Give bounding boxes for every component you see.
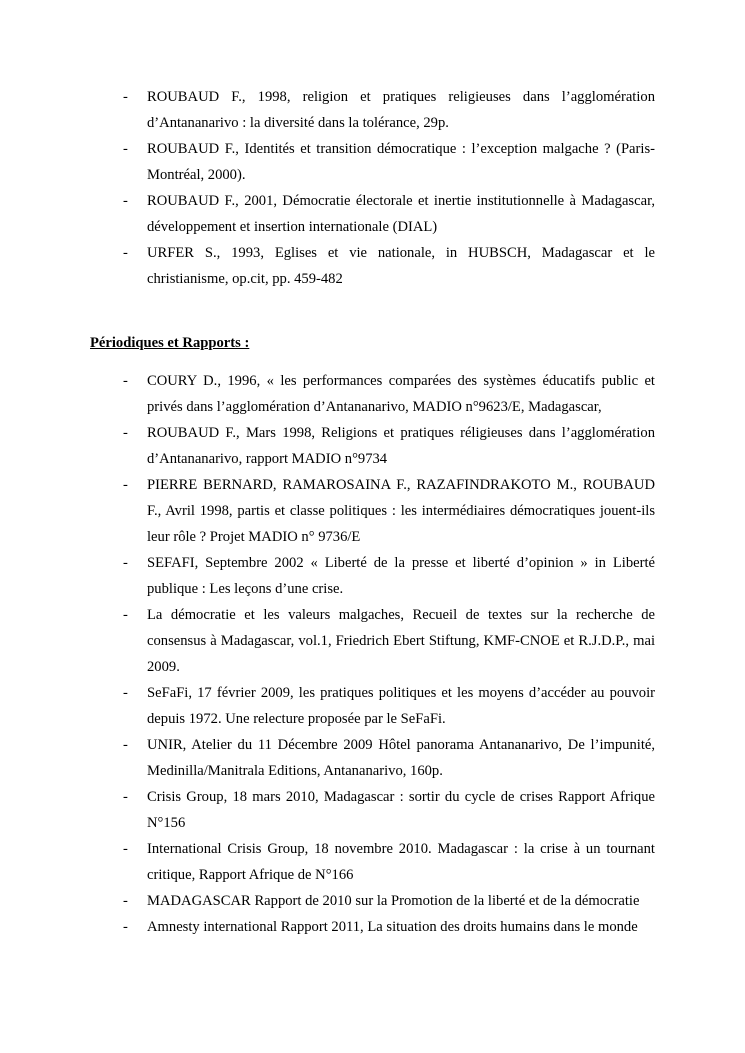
list-dash: -	[123, 245, 128, 261]
reference-text: SEFAFI, Septembre 2002 « Liberté de la presse et liberté d’opinion » in Liberté publique : Les leçons d’une crise.	[147, 555, 655, 597]
reference-item	[0, 680, 745, 732]
reference-item	[0, 420, 745, 472]
reference-item	[0, 888, 745, 914]
reference-item	[0, 836, 745, 888]
list-dash: -	[123, 425, 128, 441]
reference-list-periodiques	[0, 368, 745, 940]
list-dash: -	[123, 477, 128, 493]
reference-item	[0, 188, 745, 240]
reference-item	[0, 914, 745, 940]
reference-item	[0, 550, 745, 602]
reference-text: La démocratie et les valeurs malgaches, Recueil de textes sur la recherche de consensus à Madagascar, vol.1, Friedrich Ebert Stiftung, KMF-CNOE et R.J.D.P., mai 2009.	[147, 607, 655, 675]
reference-item	[0, 240, 745, 292]
list-dash: -	[123, 607, 128, 623]
list-dash: -	[123, 893, 128, 909]
reference-text: International Crisis Group, 18 novembre 2010. Madagascar : la crise à un tournant critique, Rapport Afrique de N°166	[147, 841, 655, 883]
reference-text: ROUBAUD F., 2001, Démocratie électorale et inertie institutionnelle à Madagascar, développement et insertion internationale (DIAL)	[147, 193, 655, 235]
reference-text: Crisis Group, 18 mars 2010, Madagascar : sortir du cycle de crises Rapport Afrique N°156	[147, 789, 655, 831]
reference-list-authors	[0, 84, 745, 292]
list-dash: -	[123, 89, 128, 105]
list-dash: -	[123, 789, 128, 805]
reference-item	[0, 136, 745, 188]
reference-text: SeFaFi, 17 février 2009, les pratiques politiques et les moyens d’accéder au pouvoir depuis 1972. Une relecture proposée par le SeFaFi.	[147, 685, 655, 727]
list-dash: -	[123, 841, 128, 857]
list-dash: -	[123, 141, 128, 157]
list-dash: -	[123, 919, 128, 935]
reference-item	[0, 602, 745, 680]
list-dash: -	[123, 373, 128, 389]
reference-text: COURY D., 1996, « les performances comparées des systèmes éducatifs public et privés dans l’agglomération d’Antananarivo, MADIO n°9623/E, Madagascar,	[147, 373, 655, 415]
reference-text: ROUBAUD F., 1998, religion et pratiques religieuses dans l’agglomération d’Antananarivo : la diversité dans la tolérance, 29p.	[147, 89, 655, 131]
reference-text: URFER S., 1993, Eglises et vie nationale, in HUBSCH, Madagascar et le christianisme, op.cit, pp. 459-482	[147, 245, 655, 287]
reference-text: UNIR, Atelier du 11 Décembre 2009 Hôtel panorama Antananarivo, De l’impunité, Medinilla/Manitrala Editions, Antananarivo, 160p.	[147, 737, 655, 779]
reference-item	[0, 732, 745, 784]
reference-item	[0, 784, 745, 836]
list-dash: -	[123, 685, 128, 701]
reference-item	[0, 368, 745, 420]
list-dash: -	[123, 555, 128, 571]
reference-text: ROUBAUD F., Identités et transition démocratique : l’exception malgache ? (Paris-Montréal, 2000).	[147, 141, 655, 183]
list-dash: -	[123, 737, 128, 753]
section-heading: Périodiques et Rapports :	[90, 335, 250, 351]
reference-text: PIERRE BERNARD, RAMAROSAINA F., RAZAFINDRAKOTO M., ROUBAUD F., Avril 1998, partis et classe politiques : les intermédiaires démocratiques jouent-ils leur rôle ? Projet MADIO n° 9736/E	[147, 477, 655, 545]
reference-item	[0, 84, 745, 136]
reference-item	[0, 472, 745, 550]
reference-text: MADAGASCAR Rapport de 2010 sur la Promotion de la liberté et de la démocratie	[147, 893, 640, 909]
reference-text: Amnesty international Rapport 2011, La situation des droits humains dans le monde	[147, 919, 638, 935]
reference-text: ROUBAUD F., Mars 1998, Religions et pratiques réligieuses dans l’agglomération d’Antananarivo, rapport MADIO n°9734	[147, 425, 655, 467]
list-dash: -	[123, 193, 128, 209]
